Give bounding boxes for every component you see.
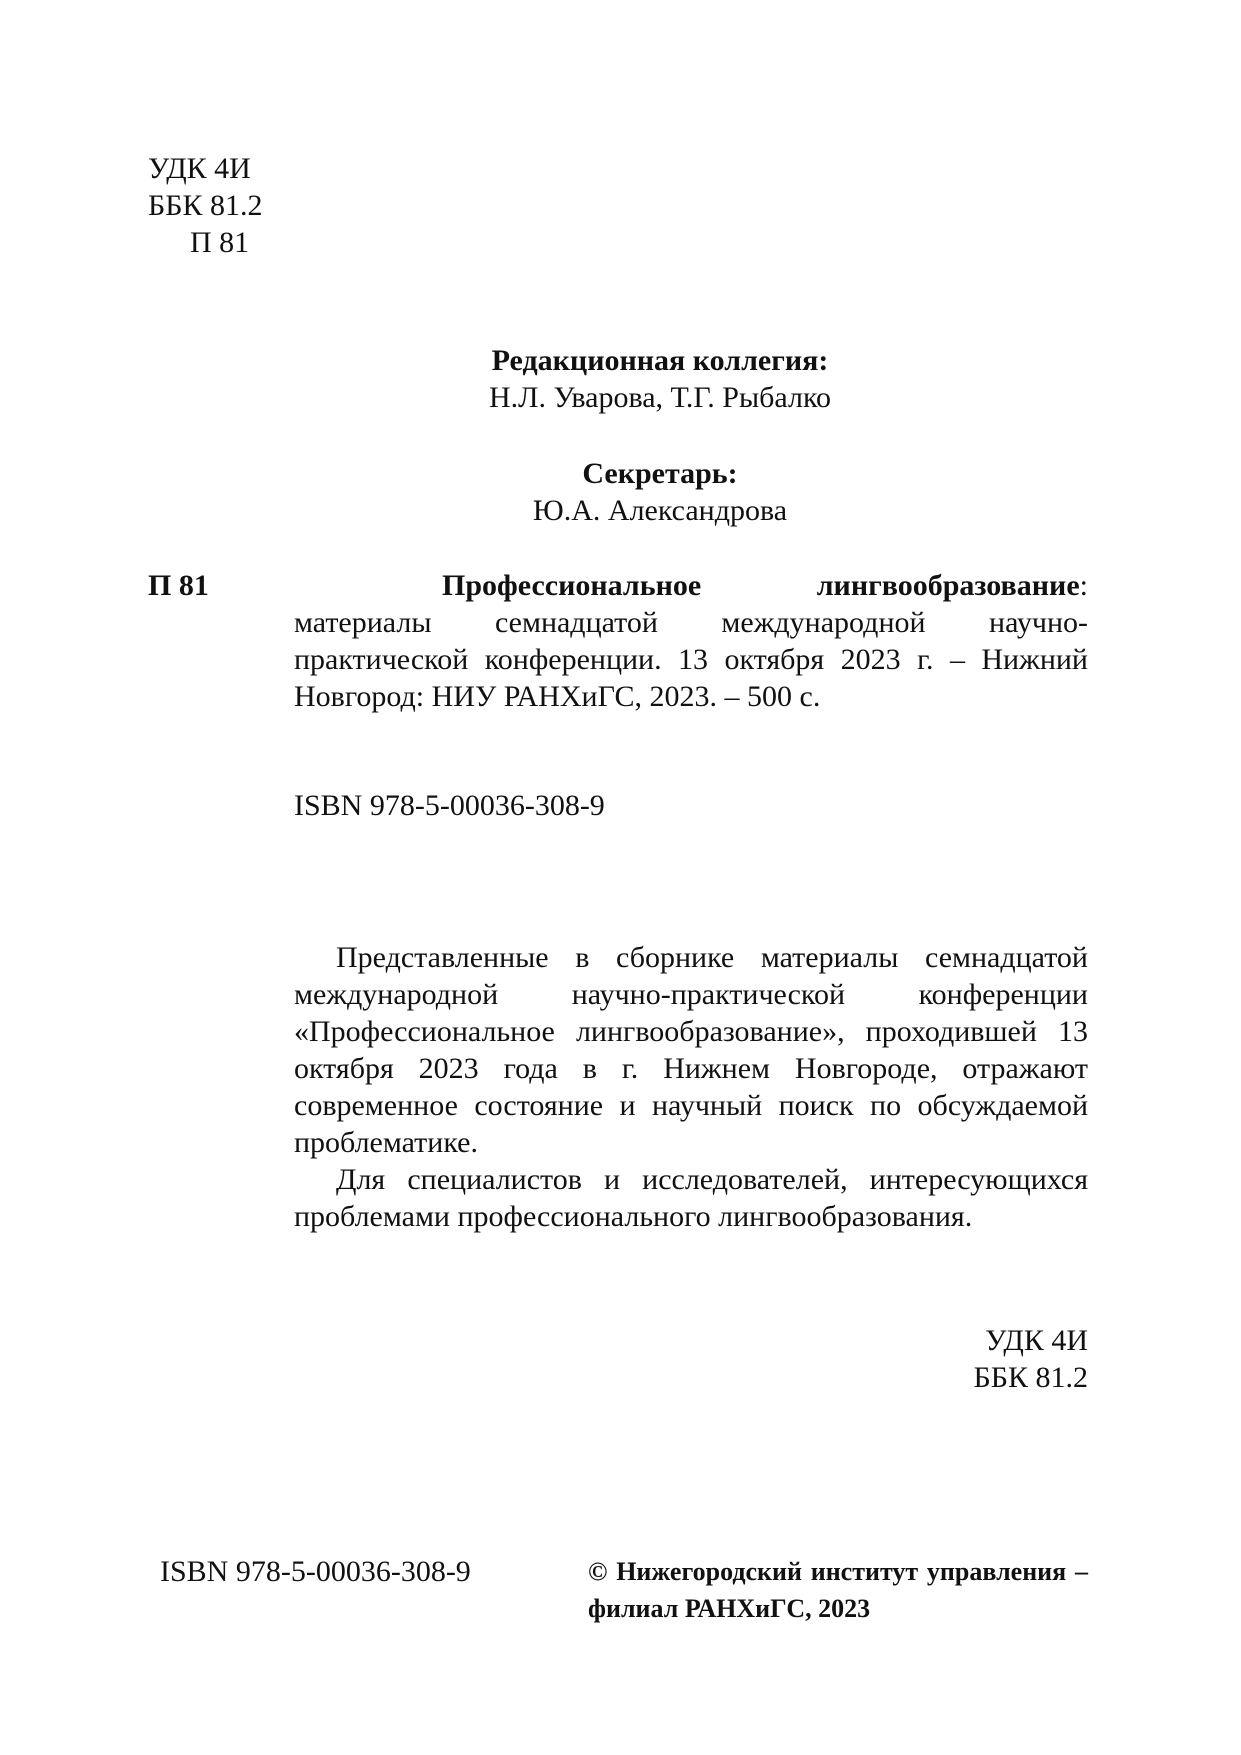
isbn-footer: ISBN 978-5-00036-308-9 <box>160 1555 471 1588</box>
author-mark: П 81 <box>190 226 250 259</box>
secretary-heading: Секретарь: <box>582 457 738 490</box>
editorial-board <box>300 342 1020 416</box>
secretary-name: Ю.А. Александрова <box>532 494 788 527</box>
entry-code: П 81 <box>148 569 209 602</box>
annotation-paragraph: Для специалистов и исследователей, интересующихся проблемами профессионального лингвообразования. <box>294 1163 1088 1233</box>
udk-code-bottom: УДК 4И <box>985 1324 1088 1357</box>
editorial-board-heading: Редакционная коллегия: <box>491 344 829 377</box>
isbn-middle: ISBN 978-5-00036-308-9 <box>294 789 605 822</box>
secretary-block <box>300 455 1020 529</box>
bbk-code: ББК 81.2 <box>148 189 263 222</box>
udk-code: УДК 4И <box>148 152 251 185</box>
entry-text <box>294 567 1088 715</box>
annotation-paragraph: Представленные в сборнике материалы семнадцатой международной научно-практической конференции «Профессиональное лингвообразование», проходившей 13 октября 2023 года в г. Нижнем Новгороде, отражают современное состояние и научный поиск по обсуждаемой проблематике. <box>294 941 1088 1159</box>
classification-codes-top <box>148 150 262 261</box>
editorial-board-names: Н.Л. Уварова, Т.Г. Рыбалко <box>488 381 832 414</box>
classification-codes-bottom <box>900 1322 1088 1396</box>
entry-title: Профессиональное лингвообразование <box>442 569 1080 602</box>
copyright-notice: © Нижегородский институт управления – филиал РАНХиГС, 2023 <box>588 1557 1088 1623</box>
bbk-code-bottom: ББК 81.2 <box>973 1361 1088 1394</box>
annotation <box>294 939 1088 1235</box>
entry-description: : материалы семнадцатой международной научно-практической конференции. 13 октября 2023 г. – Нижний Новгород: НИУ РАНХиГС, 2023. – 500 с. <box>294 569 1088 713</box>
